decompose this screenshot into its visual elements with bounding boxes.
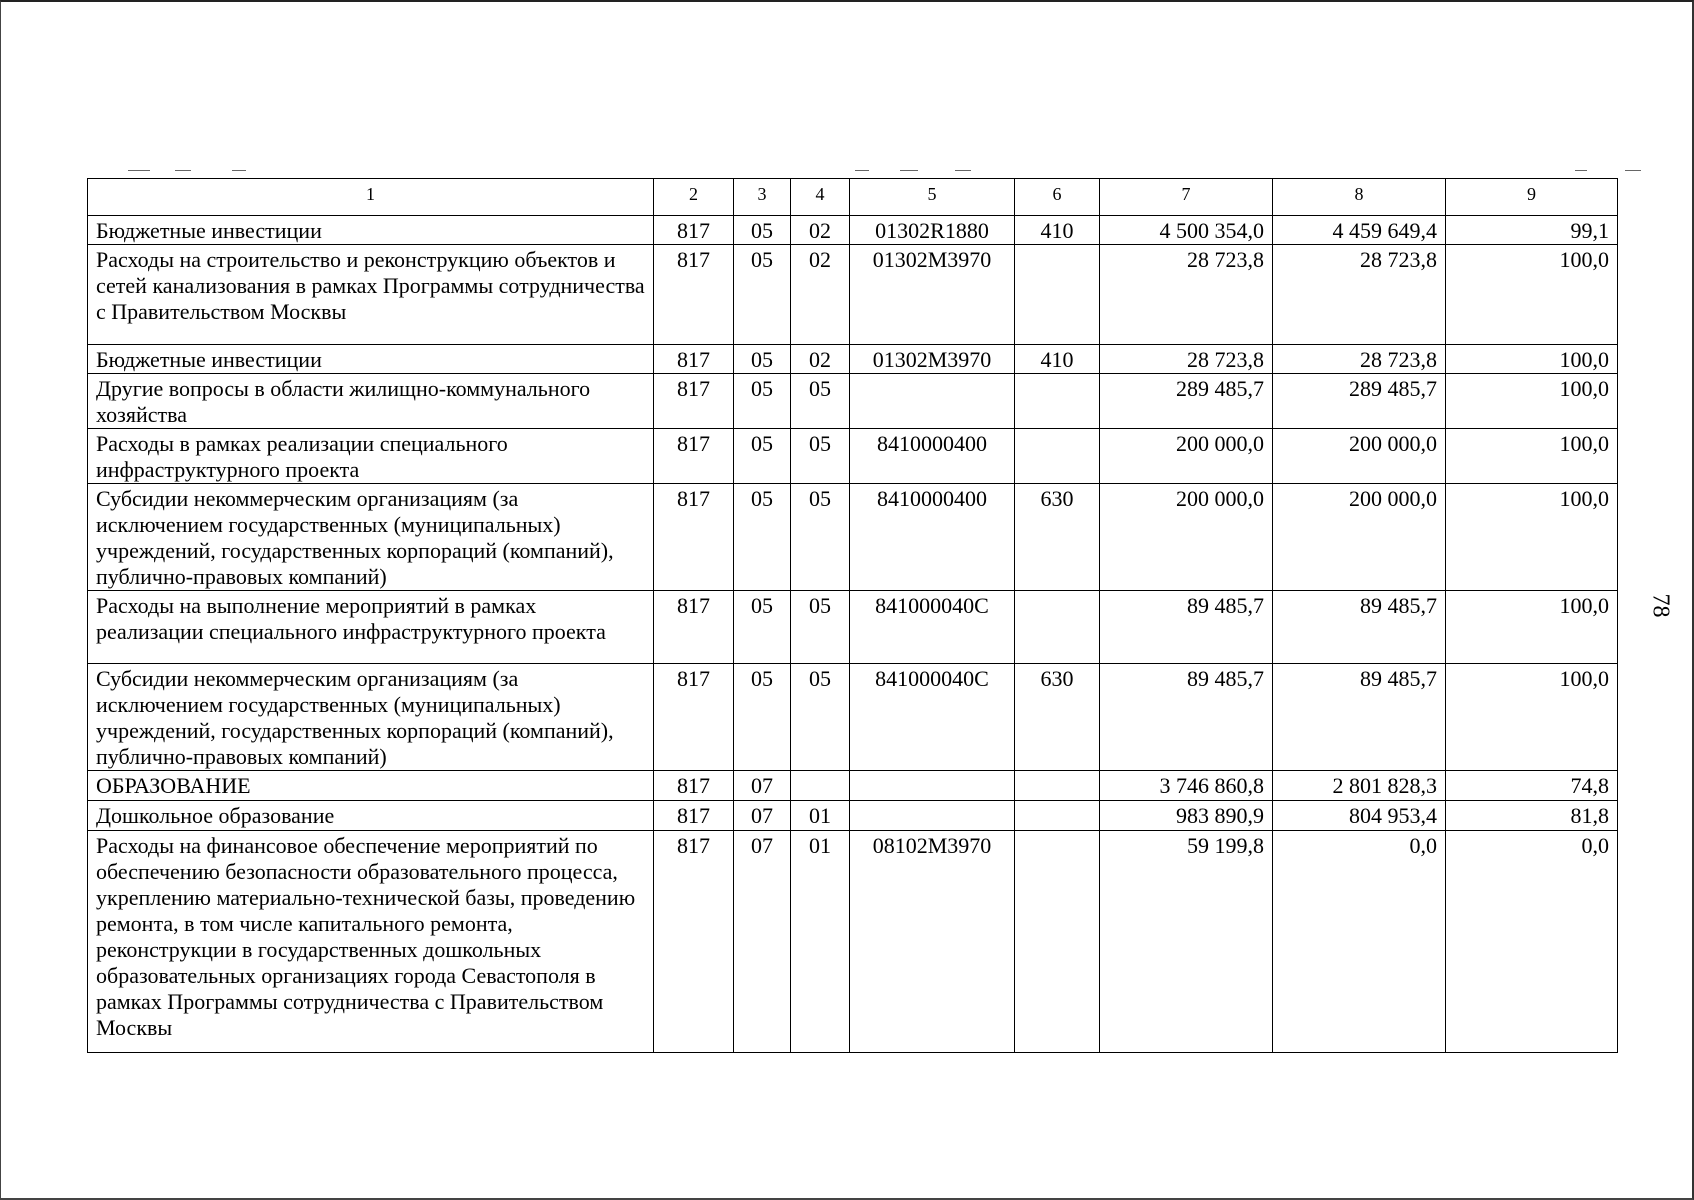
table-row [88, 429, 1618, 484]
scan-artifact [128, 170, 150, 171]
expense-name-cell: Бюджетные инвестиции [88, 216, 654, 245]
section-code-cell: 05 [734, 591, 791, 664]
ministry-code-cell: 817 [654, 245, 734, 345]
table-row [88, 345, 1618, 374]
column-header: 2 [654, 179, 734, 216]
actual-amount-cell: 200 000,0 [1273, 429, 1446, 484]
table-body [88, 216, 1618, 1053]
column-header: 7 [1100, 179, 1273, 216]
target-article-cell: 841000040C [850, 664, 1015, 771]
scan-artifact [955, 170, 971, 171]
planned-amount-cell: 89 485,7 [1100, 591, 1273, 664]
expense-type-cell: 410 [1015, 345, 1100, 374]
section-code-cell: 05 [734, 484, 791, 591]
target-article-cell: 01302R1880 [850, 216, 1015, 245]
planned-amount-cell: 4 500 354,0 [1100, 216, 1273, 245]
actual-amount-cell: 89 485,7 [1273, 664, 1446, 771]
planned-amount-cell: 28 723,8 [1100, 345, 1273, 374]
expense-type-cell: 630 [1015, 484, 1100, 591]
column-header: 9 [1446, 179, 1618, 216]
ministry-code-cell: 817 [654, 801, 734, 831]
expense-name-cell: Расходы на финансовое обеспечение мероприятий по обеспечению безопасности образовательного процесса, укреплению материально-технической базы, проведению ремонта, в том числе капитального ремонта, реконструкции в государственных дошкольных образовательных организациях города Севастополя в рамках Программы сотрудничества с Правительством Москвы [88, 831, 654, 1053]
actual-amount-cell: 200 000,0 [1273, 484, 1446, 591]
target-article-cell: 8410000400 [850, 429, 1015, 484]
percent-cell: 100,0 [1446, 429, 1618, 484]
column-header: 6 [1015, 179, 1100, 216]
expense-type-cell [1015, 245, 1100, 345]
section-code-cell: 07 [734, 831, 791, 1053]
table-row [88, 245, 1618, 345]
expense-name-cell: Другие вопросы в области жилищно-коммунального хозяйства [88, 374, 654, 429]
ministry-code-cell: 817 [654, 374, 734, 429]
scan-artifact [855, 170, 869, 171]
expense-type-cell [1015, 831, 1100, 1053]
table-row [88, 216, 1618, 245]
expense-type-cell [1015, 801, 1100, 831]
target-article-cell: 8410000400 [850, 484, 1015, 591]
percent-cell: 100,0 [1446, 591, 1618, 664]
percent-cell: 100,0 [1446, 484, 1618, 591]
planned-amount-cell: 200 000,0 [1100, 484, 1273, 591]
actual-amount-cell: 2 801 828,3 [1273, 771, 1446, 801]
column-header: 5 [850, 179, 1015, 216]
table-row [88, 484, 1618, 591]
ministry-code-cell: 817 [654, 216, 734, 245]
expense-type-cell [1015, 591, 1100, 664]
target-article-cell: 08102M3970 [850, 831, 1015, 1053]
percent-cell: 81,8 [1446, 801, 1618, 831]
ministry-code-cell: 817 [654, 591, 734, 664]
percent-cell: 99,1 [1446, 216, 1618, 245]
table-row [88, 801, 1618, 831]
target-article-cell: 01302M3970 [850, 345, 1015, 374]
section-code-cell: 07 [734, 771, 791, 801]
table-row [88, 374, 1618, 429]
expense-type-cell [1015, 429, 1100, 484]
subsection-code-cell: 02 [791, 216, 850, 245]
actual-amount-cell: 4 459 649,4 [1273, 216, 1446, 245]
section-code-cell: 07 [734, 801, 791, 831]
section-code-cell: 05 [734, 429, 791, 484]
ministry-code-cell: 817 [654, 831, 734, 1053]
actual-amount-cell: 89 485,7 [1273, 591, 1446, 664]
subsection-code-cell: 05 [791, 374, 850, 429]
scan-artifact [900, 170, 918, 171]
ministry-code-cell: 817 [654, 484, 734, 591]
subsection-code-cell [791, 771, 850, 801]
percent-cell: 100,0 [1446, 664, 1618, 771]
scan-artifact [175, 170, 191, 171]
column-header: 4 [791, 179, 850, 216]
ministry-code-cell: 817 [654, 771, 734, 801]
planned-amount-cell: 28 723,8 [1100, 245, 1273, 345]
subsection-code-cell: 02 [791, 345, 850, 374]
section-code-cell: 05 [734, 664, 791, 771]
planned-amount-cell: 3 746 860,8 [1100, 771, 1273, 801]
actual-amount-cell: 804 953,4 [1273, 801, 1446, 831]
planned-amount-cell: 89 485,7 [1100, 664, 1273, 771]
ministry-code-cell: 817 [654, 429, 734, 484]
expense-type-cell: 630 [1015, 664, 1100, 771]
scan-artifact [1575, 170, 1587, 171]
page-number: 78 [1647, 593, 1674, 618]
column-header: 8 [1273, 179, 1446, 216]
expense-name-cell: Расходы в рамках реализации специального инфраструктурного проекта [88, 429, 654, 484]
percent-cell: 100,0 [1446, 345, 1618, 374]
table-header-row [88, 179, 1618, 216]
expense-name-cell: Расходы на строительство и реконструкцию объектов и сетей канализования в рамках Программы сотрудничества с Правительством Москвы [88, 245, 654, 345]
expense-type-cell [1015, 771, 1100, 801]
ministry-code-cell: 817 [654, 345, 734, 374]
percent-cell: 100,0 [1446, 245, 1618, 345]
expense-name-cell: Бюджетные инвестиции [88, 345, 654, 374]
table-row [88, 664, 1618, 771]
subsection-code-cell: 05 [791, 591, 850, 664]
expense-name-cell: ОБРАЗОВАНИЕ [88, 771, 654, 801]
expense-name-cell: Расходы на выполнение мероприятий в рамках реализации специального инфраструктурного проекта [88, 591, 654, 664]
subsection-code-cell: 05 [791, 664, 850, 771]
expense-name-cell: Дошкольное образование [88, 801, 654, 831]
subsection-code-cell: 02 [791, 245, 850, 345]
column-header: 1 [88, 179, 654, 216]
table-row [88, 831, 1618, 1053]
subsection-code-cell: 05 [791, 429, 850, 484]
scan-artifact [1625, 170, 1641, 171]
target-article-cell [850, 374, 1015, 429]
actual-amount-cell: 289 485,7 [1273, 374, 1446, 429]
expense-name-cell: Субсидии некоммерческим организациям (за исключением государственных (муниципальных) учреждений, государственных корпораций (компаний), публично-правовых компаний) [88, 664, 654, 771]
subsection-code-cell: 01 [791, 831, 850, 1053]
table-row [88, 771, 1618, 801]
section-code-cell: 05 [734, 374, 791, 429]
subsection-code-cell: 05 [791, 484, 850, 591]
budget-table [87, 178, 1618, 1053]
planned-amount-cell: 200 000,0 [1100, 429, 1273, 484]
expense-name-cell: Субсидии некоммерческим организациям (за исключением государственных (муниципальных) учреждений, государственных корпораций (компаний), публично-правовых компаний) [88, 484, 654, 591]
actual-amount-cell: 28 723,8 [1273, 245, 1446, 345]
table-row [88, 591, 1618, 664]
percent-cell: 0,0 [1446, 831, 1618, 1053]
expense-type-cell [1015, 374, 1100, 429]
expense-type-cell: 410 [1015, 216, 1100, 245]
target-article-cell [850, 771, 1015, 801]
percent-cell: 74,8 [1446, 771, 1618, 801]
target-article-cell: 01302M3970 [850, 245, 1015, 345]
section-code-cell: 05 [734, 345, 791, 374]
scan-artifact [232, 170, 246, 171]
planned-amount-cell: 59 199,8 [1100, 831, 1273, 1053]
ministry-code-cell: 817 [654, 664, 734, 771]
planned-amount-cell: 983 890,9 [1100, 801, 1273, 831]
section-code-cell: 05 [734, 245, 791, 345]
target-article-cell [850, 801, 1015, 831]
target-article-cell: 841000040C [850, 591, 1015, 664]
actual-amount-cell: 0,0 [1273, 831, 1446, 1053]
column-header: 3 [734, 179, 791, 216]
section-code-cell: 05 [734, 216, 791, 245]
percent-cell: 100,0 [1446, 374, 1618, 429]
actual-amount-cell: 28 723,8 [1273, 345, 1446, 374]
subsection-code-cell: 01 [791, 801, 850, 831]
planned-amount-cell: 289 485,7 [1100, 374, 1273, 429]
